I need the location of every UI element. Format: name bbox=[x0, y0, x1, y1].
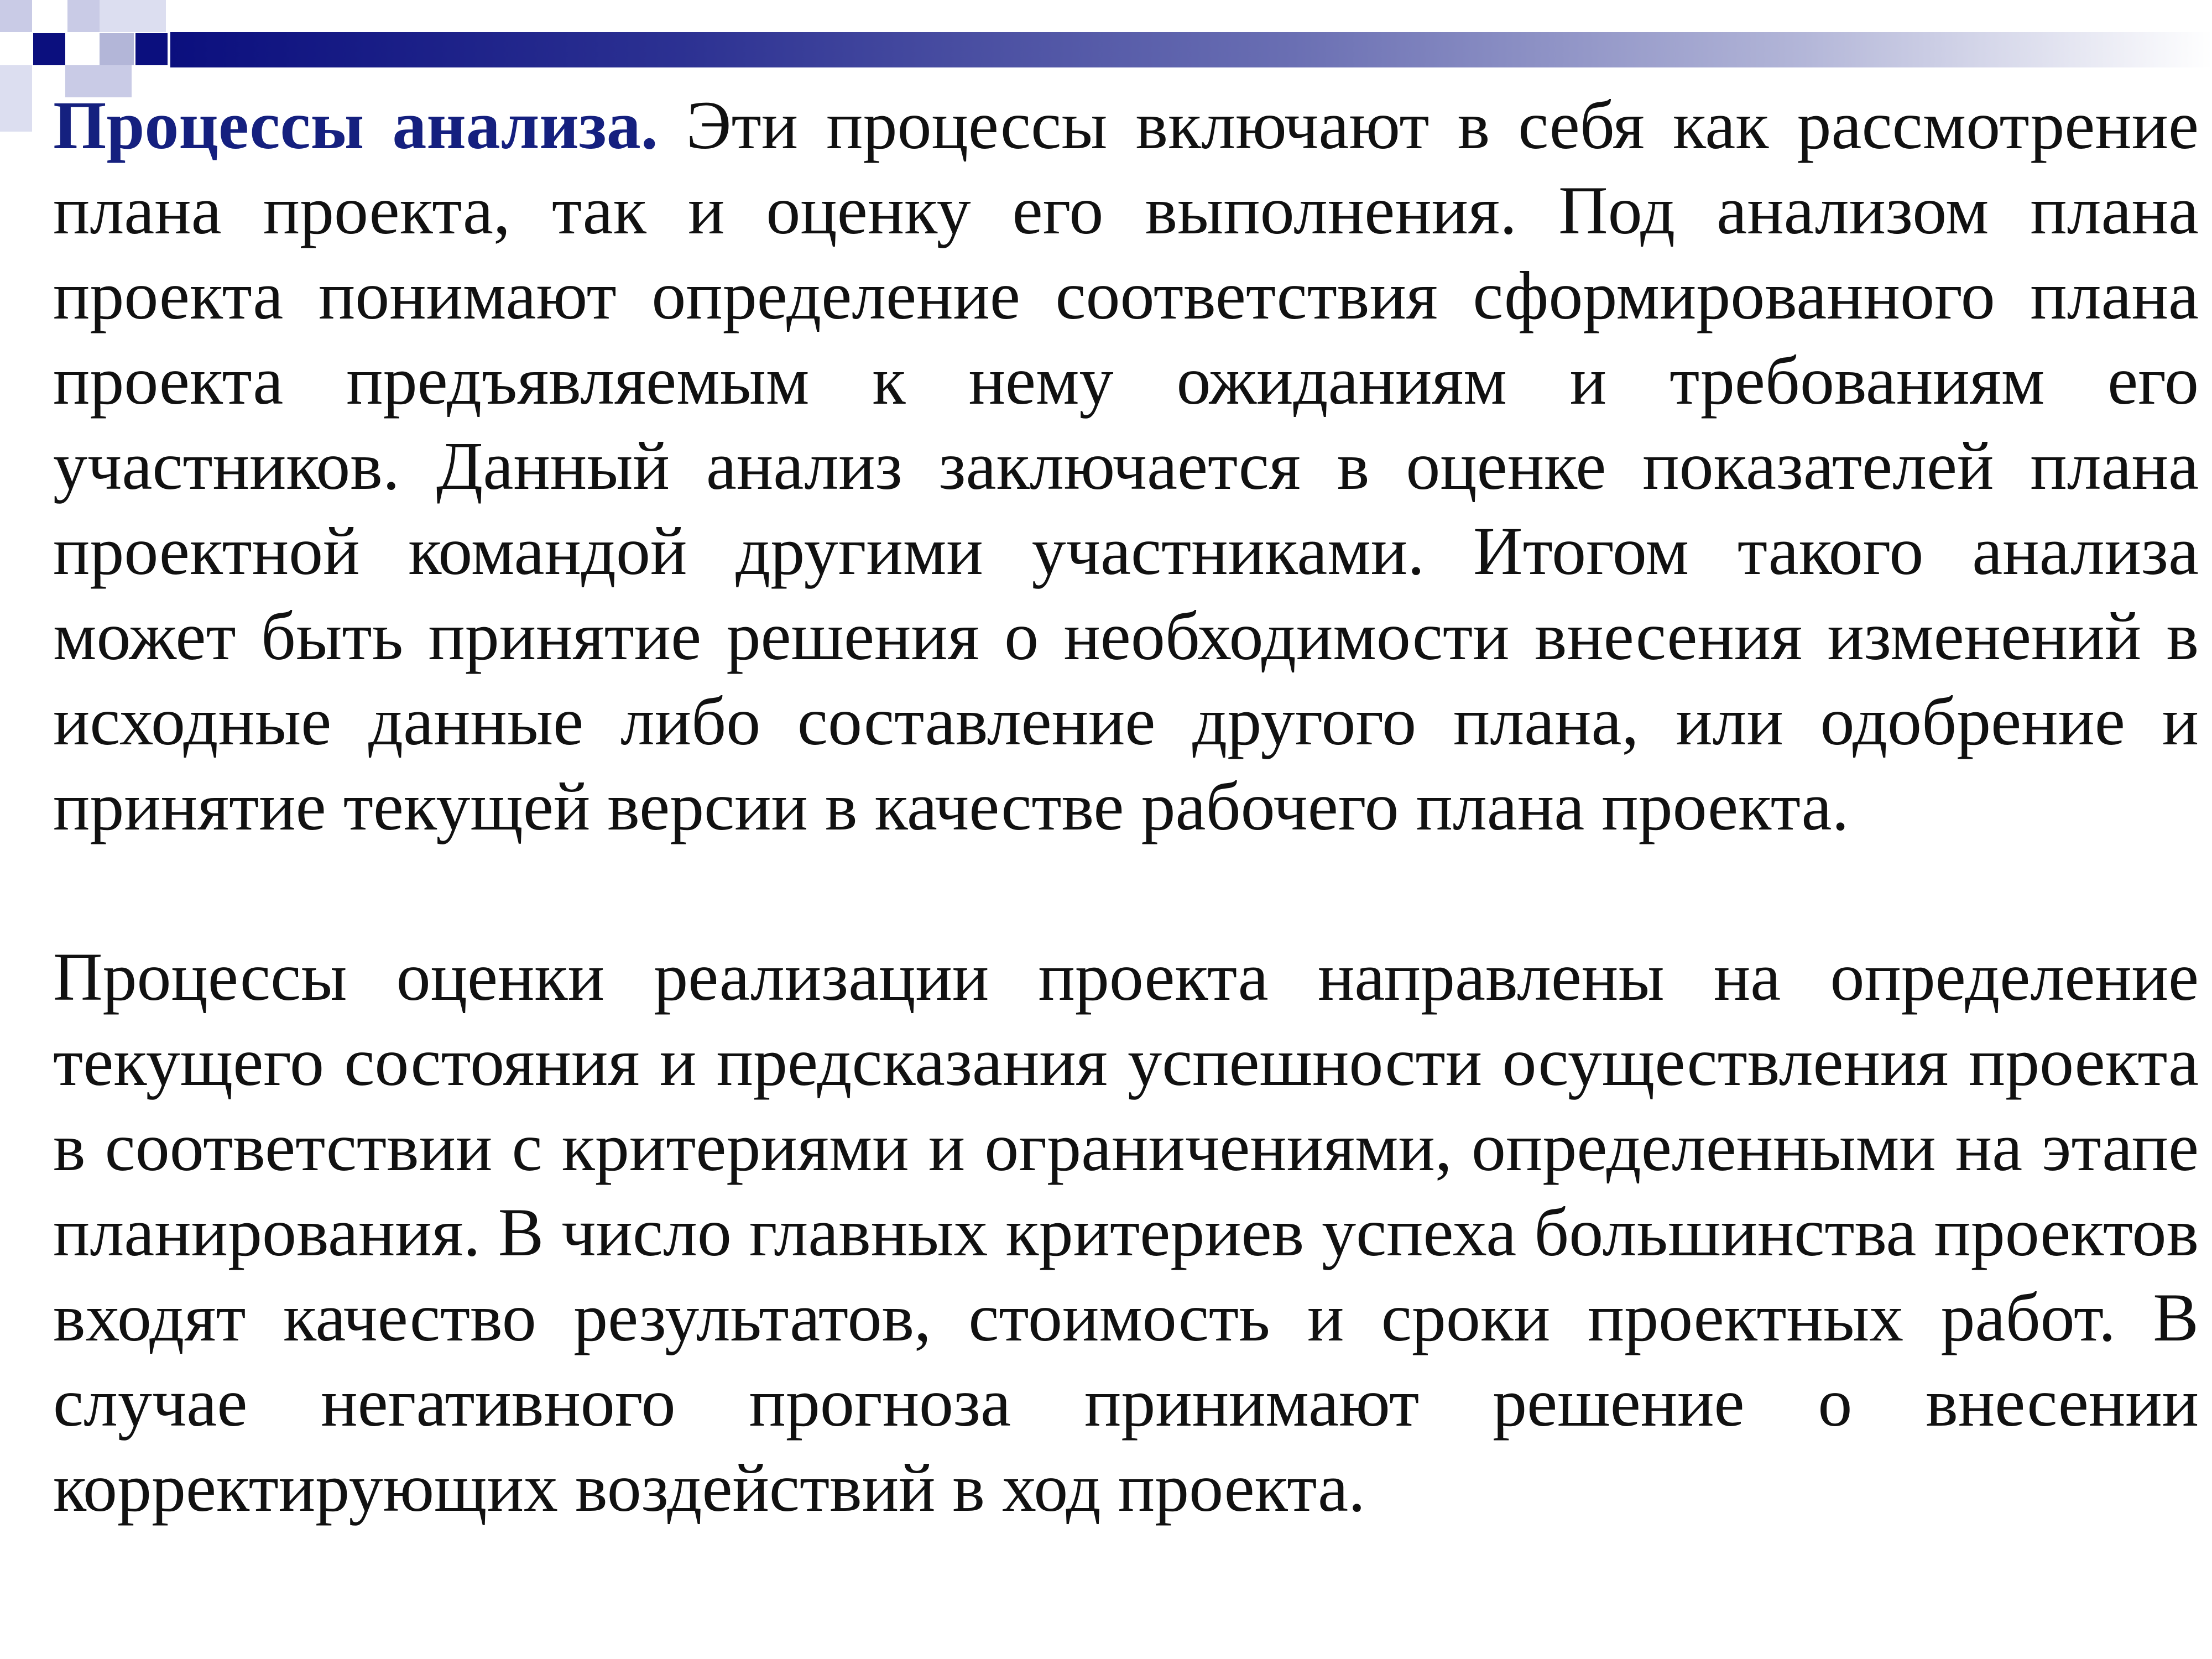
paragraph-text: Эти процессы включают в себя как рассмотрение плана проекта, так и оценку его выполнения. Под анализом плана проекта понимают определение соответствия сформированного плана проекта предъявляемым к нему ожиданиям и требованиям его участников. Данный анализ заключается в оценке показателей плана проектной командой другими участниками. Итогом такого анализа может быть принятие решения о необходимости внесения изменений в исходные данные либо составление другого плана, или одобрение и принятие текущей версии в качестве рабочего плана проекта. bbox=[53, 87, 2199, 844]
decor-square-dark bbox=[135, 33, 168, 65]
paragraph-analysis bbox=[53, 83, 2199, 849]
decor-square bbox=[0, 65, 32, 132]
decor-square bbox=[0, 0, 32, 32]
decor-square bbox=[100, 0, 166, 32]
slide-body bbox=[53, 83, 2199, 1531]
decor-square bbox=[67, 0, 100, 32]
decor-square bbox=[100, 33, 134, 65]
paragraph-evaluation bbox=[53, 935, 2199, 1531]
paragraph-lead: Процессы анализа. bbox=[53, 87, 658, 163]
header-gradient-bar bbox=[170, 32, 2212, 67]
decor-square-dark bbox=[33, 33, 65, 65]
paragraph-text: Процессы оценки реализации проекта направлены на определение текущего состояния и предсказания успешности осуществления проекта в соответствии с критериями и ограничениями, определенными на этапе планирования. В число главных критериев успеха большинства проектов входят качество результатов, стоимость и сроки проектных работ. В случае негативного прогноза принимают решение о внесении корректирующих воздействий в ход проекта. bbox=[53, 939, 2199, 1526]
